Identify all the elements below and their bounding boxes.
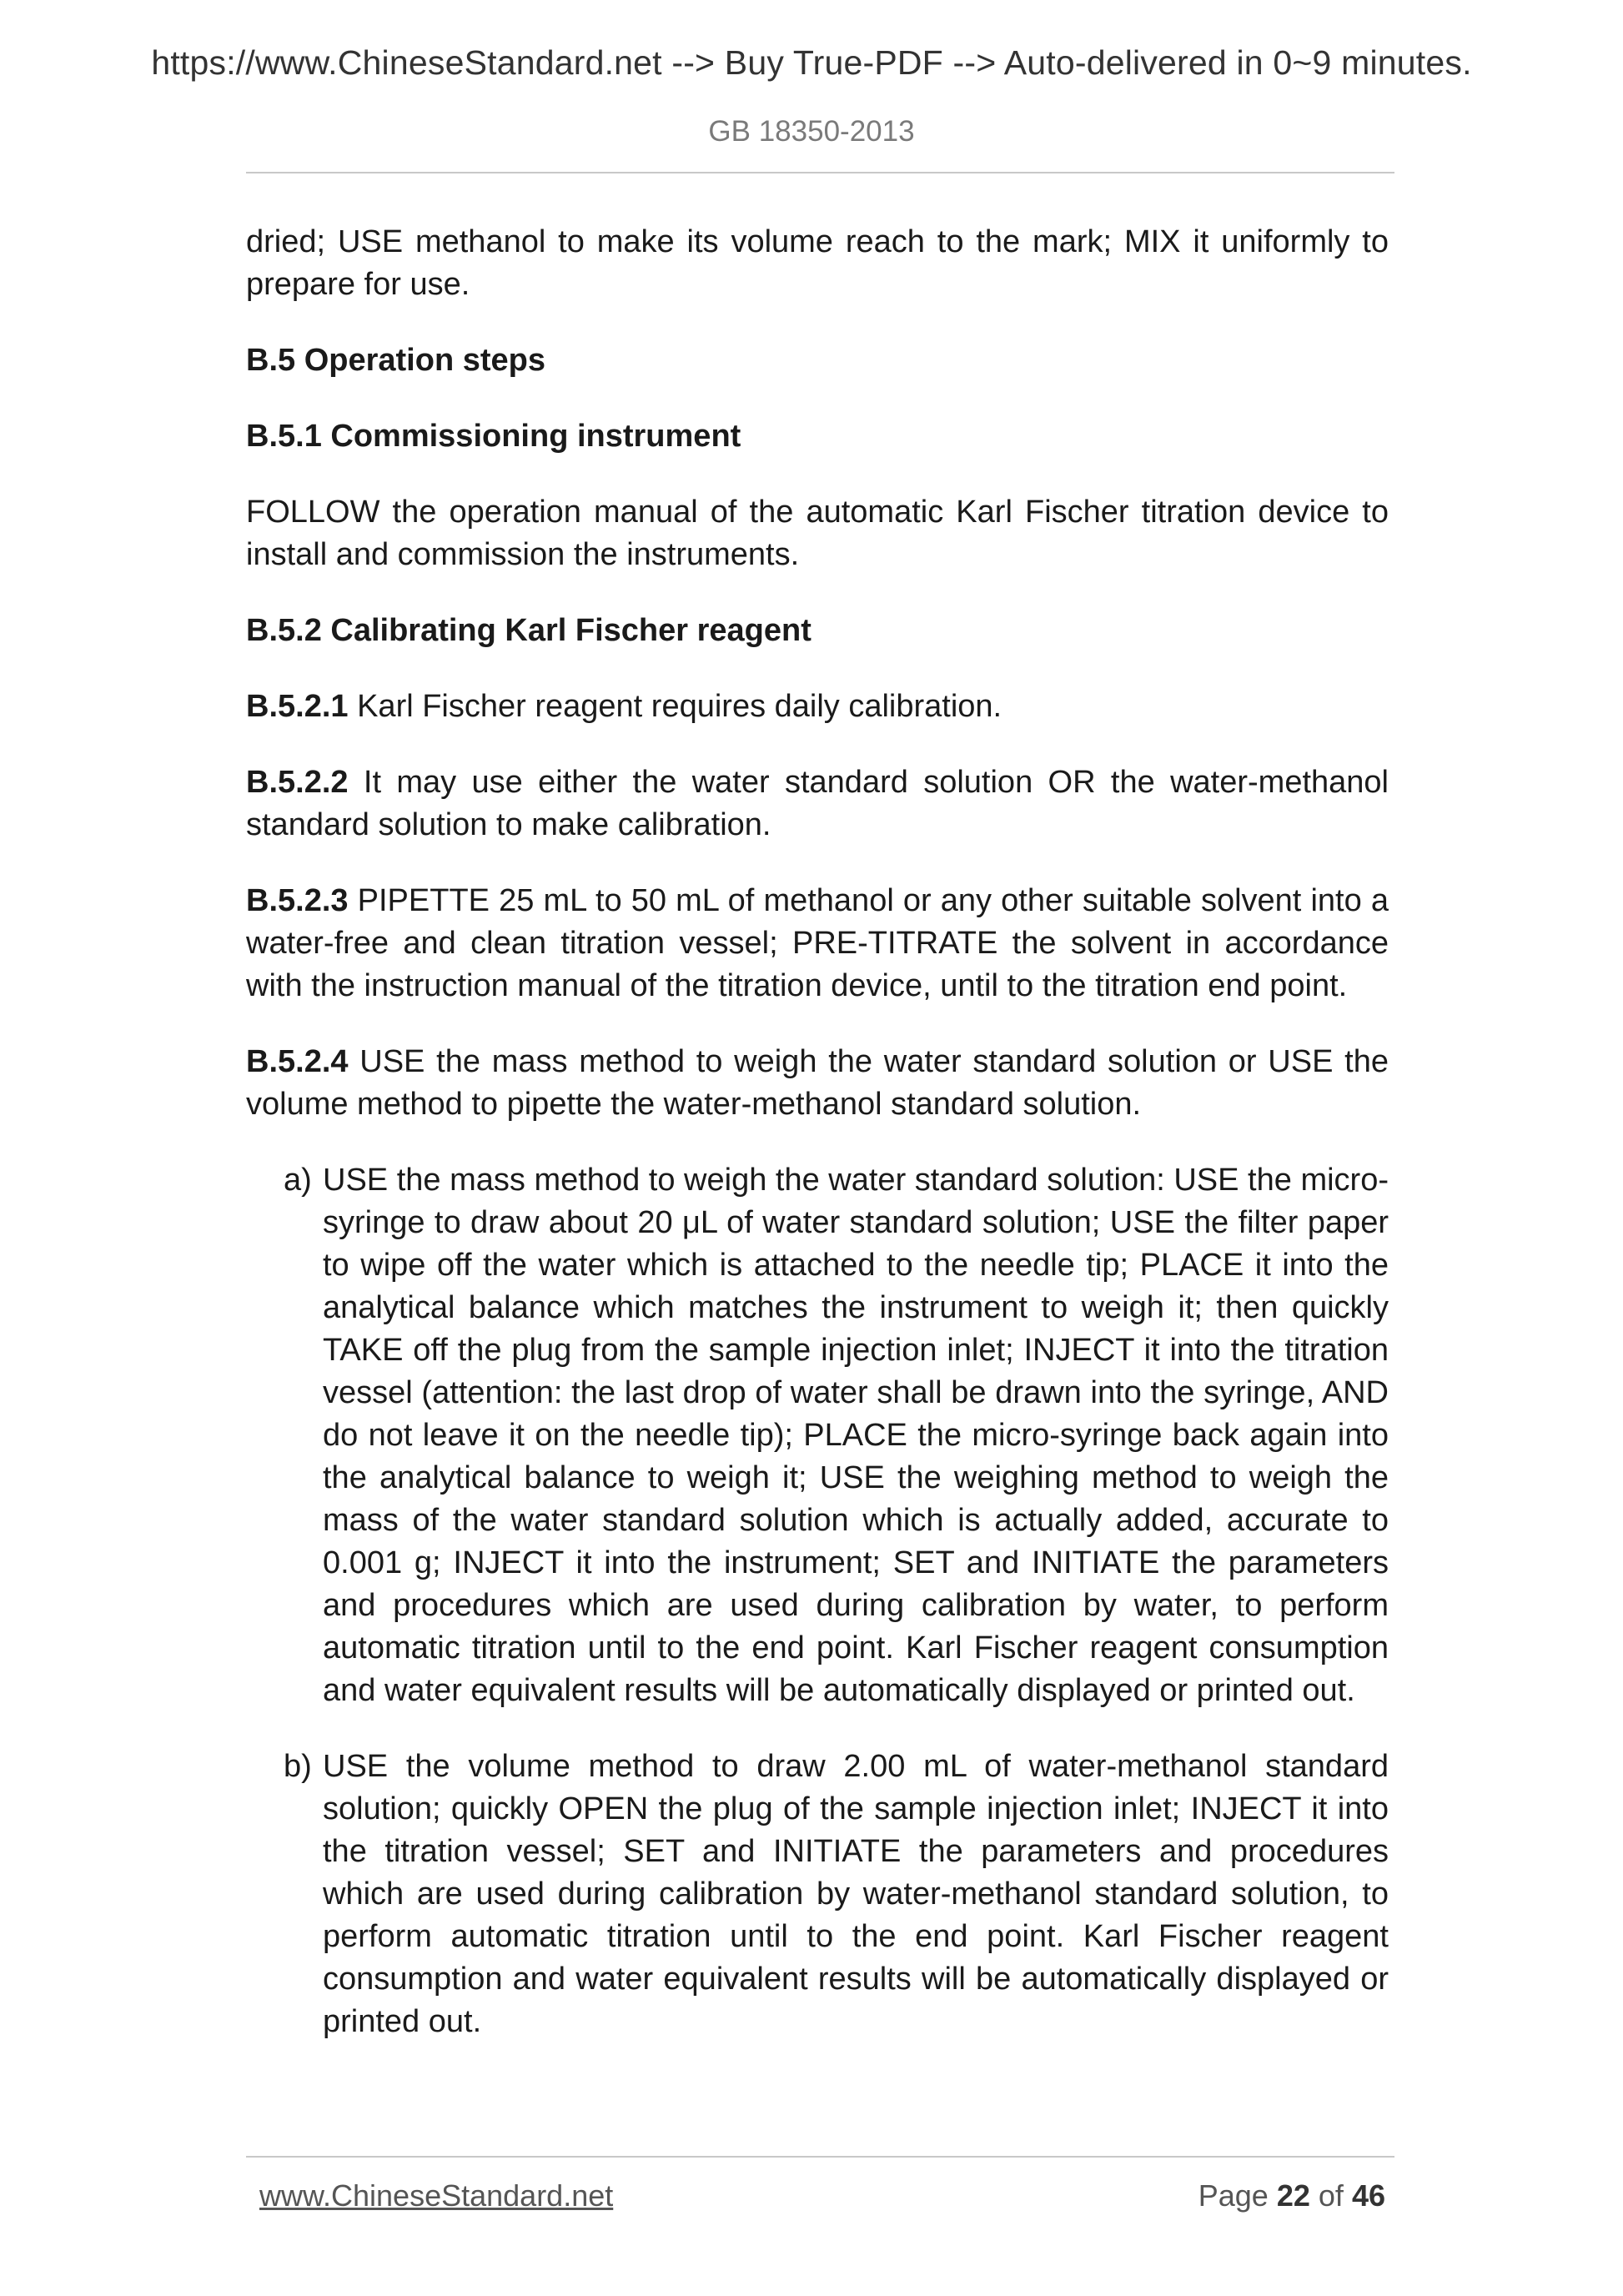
list-item-b <box>246 1746 1389 2043</box>
page-total: 46 <box>1351 2178 1385 2213</box>
standard-code: GB 18350-2013 <box>708 115 915 148</box>
clause-number-b5-2-2: B.5.2.2 <box>246 765 349 800</box>
header-divider <box>246 172 1394 173</box>
clause-text-b5-2-3: PIPETTE 25 mL to 50 mL of methanol or any other suitable solvent into a water-free and clean titration vessel; PRE-TITRATE the solvent in accordance with the instruction manual of the titration device, until to the titration end point. <box>246 883 1389 1003</box>
continuation-paragraph: dried; USE methanol to make its volume reach to the mark; MIX it uniformly to prepare for use. <box>246 224 1389 302</box>
clause-text-b5-2-2: It may use either the water standard solution OR the water-methanol standard solution to make calibration. <box>246 765 1389 842</box>
section-heading-b5: B.5 Operation steps <box>246 343 545 378</box>
of-word: of <box>1318 2178 1344 2213</box>
clause-text-b5-2-1: Karl Fischer reagent requires daily calibration. <box>348 689 1002 724</box>
clause-b5-2-4 <box>246 1041 1389 1126</box>
page-current: 22 <box>1276 2178 1310 2213</box>
clause-b5-2-2 <box>246 761 1389 847</box>
page-indicator <box>1198 2178 1385 2213</box>
page-content <box>246 221 1389 2077</box>
footer-site-link[interactable]: www.ChineseStandard.net <box>259 2178 614 2213</box>
list-item-a <box>246 1159 1389 1712</box>
page-word: Page <box>1198 2178 1269 2213</box>
section-heading-b5-2: B.5.2 Calibrating Karl Fischer reagent <box>246 613 812 648</box>
list-text-b: USE the volume method to draw 2.00 mL of water-methanol standard solution; quickly OPEN the plug of the sample injection inlet; INJECT it into the titration vessel; SET and INITIATE the parameters and procedures which are used during calibration by water-methanol standard solution, to perform automatic titration until to the end point. Karl Fischer reagent consumption and water equivalent results will be automatically displayed or printed out. <box>323 1749 1389 2039</box>
section-heading-b5-1: B.5.1 Commissioning instrument <box>246 419 741 454</box>
purchase-banner: https://www.ChineseStandard.net --> Buy True-PDF --> Auto-delivered in 0~9 minutes. <box>151 43 1472 82</box>
clause-number-b5-2-3: B.5.2.3 <box>246 883 349 918</box>
paragraph-b5-1: FOLLOW the operation manual of the automatic Karl Fischer titration device to install and commission the instruments. <box>246 495 1389 572</box>
list-marker-a: a) <box>284 1163 312 1198</box>
clause-number-b5-2-1: B.5.2.1 <box>246 689 349 724</box>
clause-text-b5-2-4: USE the mass method to weigh the water standard solution or USE the volume method to pipette the water-methanol standard solution. <box>246 1044 1389 1122</box>
footer-divider <box>246 2156 1394 2158</box>
list-text-a: USE the mass method to weigh the water standard solution: USE the micro-syringe to draw about 20 μL of water standard solution; USE the filter paper to wipe off the water which is attached to the needle tip; PLACE it into the analytical balance which matches the instrument to weigh it; then quickly TAKE off the plug from the sample injection inlet; INJECT it into the titration vessel (attention: the last drop of water shall be drawn into the syringe, AND do not leave it on the needle tip); PLACE the micro-syringe back again into the analytical balance to weigh it; USE the weighing method to weigh the mass of the water standard solution which is actually added, accurate to 0.001 g; INJECT it into the instrument; SET and INITIATE the parameters and procedures which are used during calibration by water, to perform automatic titration until to the end point. Karl Fischer reagent consumption and water equivalent results will be automatically displayed or printed out. <box>323 1163 1389 1708</box>
list-marker-b: b) <box>284 1749 312 1784</box>
clause-number-b5-2-4: B.5.2.4 <box>246 1044 349 1079</box>
clause-b5-2-1 <box>246 686 1389 728</box>
clause-b5-2-3 <box>246 880 1389 1007</box>
